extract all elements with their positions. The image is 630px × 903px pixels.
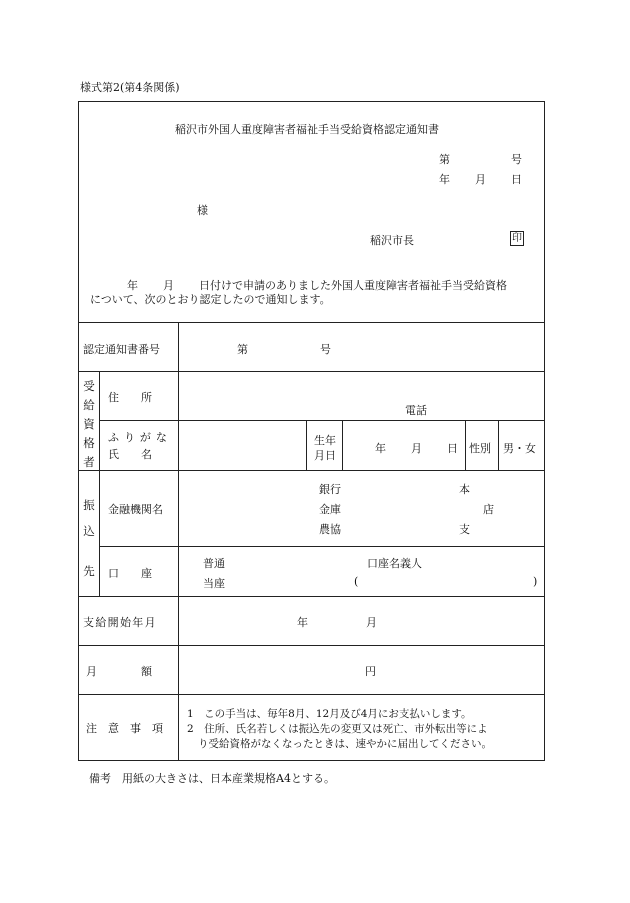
recipient-vertical-label: 受 給 資 格 者	[83, 379, 95, 469]
account-label: 口 座	[108, 567, 152, 580]
date-day: 日	[511, 173, 522, 186]
note-3: り受給資格がなくなったときは、速やかに届出してください。	[198, 738, 492, 750]
cert-number-go: 号	[320, 343, 331, 356]
seal-box: 印	[512, 233, 522, 244]
furigana-label: ふりがな	[108, 431, 172, 444]
paren-open: (	[354, 575, 359, 588]
amount-label: 月 額	[86, 665, 152, 678]
start-month: 月	[366, 616, 377, 629]
amount-unit: 円	[365, 665, 376, 678]
rule	[78, 645, 545, 646]
branch-ten: 店	[483, 503, 494, 516]
bank-type-ginko: 銀行	[319, 483, 341, 496]
intro-line-1: 日付けで申請のありました外国人重度障害者福祉手当受給資格	[199, 279, 507, 292]
rule	[78, 322, 545, 323]
note-2: 2 住所、氏名若しくは振込先の変更又は死亡、市外転出等によ	[187, 723, 488, 735]
bank-type-kinko: 金庫	[319, 503, 341, 516]
rule	[306, 420, 307, 470]
intro-month: 月	[163, 279, 174, 292]
account-type-toza: 当座	[203, 577, 225, 590]
notes-label: 注 意 事 項	[86, 722, 163, 735]
rule	[342, 420, 343, 470]
rule	[99, 546, 545, 547]
phone-label: 電話	[405, 404, 427, 417]
birth-day: 日	[447, 442, 458, 455]
doc-number-go: 号	[511, 153, 522, 166]
start-year: 年	[297, 616, 308, 629]
paren-close: )	[533, 575, 538, 588]
remark: 備考 用紙の大きさは、日本産業規格A4とする。	[89, 772, 335, 785]
date-month: 月	[475, 173, 486, 186]
transfer-vertical-label: 振 込 先	[83, 498, 95, 578]
rule	[465, 420, 466, 470]
rule	[78, 371, 545, 372]
rule	[78, 694, 545, 695]
rule	[99, 371, 100, 596]
account-type-futsu: 普通	[203, 557, 225, 570]
rule	[178, 322, 179, 761]
intro-year: 年	[127, 279, 138, 292]
issuer: 稲沢市長	[370, 234, 414, 247]
cert-number-dai: 第	[237, 343, 248, 356]
rule	[99, 420, 545, 421]
note-1: 1 この手当は、毎年8月、12月及び4月にお支払いします。	[187, 708, 472, 720]
birth-year: 年	[375, 442, 386, 455]
birth-label-2: 月日	[314, 449, 336, 462]
intro-line-2: について、次のとおり認定したので通知します。	[90, 293, 331, 306]
account-holder-label: 口座名義人	[367, 557, 422, 570]
address-label: 住 所	[108, 391, 152, 404]
rule	[498, 420, 499, 470]
sex-label: 性別	[469, 442, 491, 455]
form-label: 様式第2(第4条関係)	[80, 81, 180, 94]
document-title: 稲沢市外国人重度障害者福祉手当受給資格認定通知書	[175, 123, 439, 136]
branch-hon: 本	[459, 483, 470, 496]
cert-number-label: 認定通知書番号	[83, 343, 160, 356]
name-label: 氏 名	[108, 448, 152, 461]
bank-type-nokyo: 農協	[319, 523, 341, 536]
start-label: 支給開始年月	[83, 616, 157, 629]
date-year: 年	[439, 173, 450, 186]
branch-shi: 支	[459, 523, 470, 536]
addressee-sama: 様	[197, 204, 208, 217]
rule	[78, 470, 545, 471]
doc-number-dai: 第	[439, 153, 450, 166]
sex-value: 男・女	[503, 442, 536, 455]
birth-label-1: 生年	[314, 434, 336, 447]
rule	[78, 596, 545, 597]
bank-label: 金融機関名	[108, 503, 163, 516]
birth-month: 月	[411, 442, 422, 455]
